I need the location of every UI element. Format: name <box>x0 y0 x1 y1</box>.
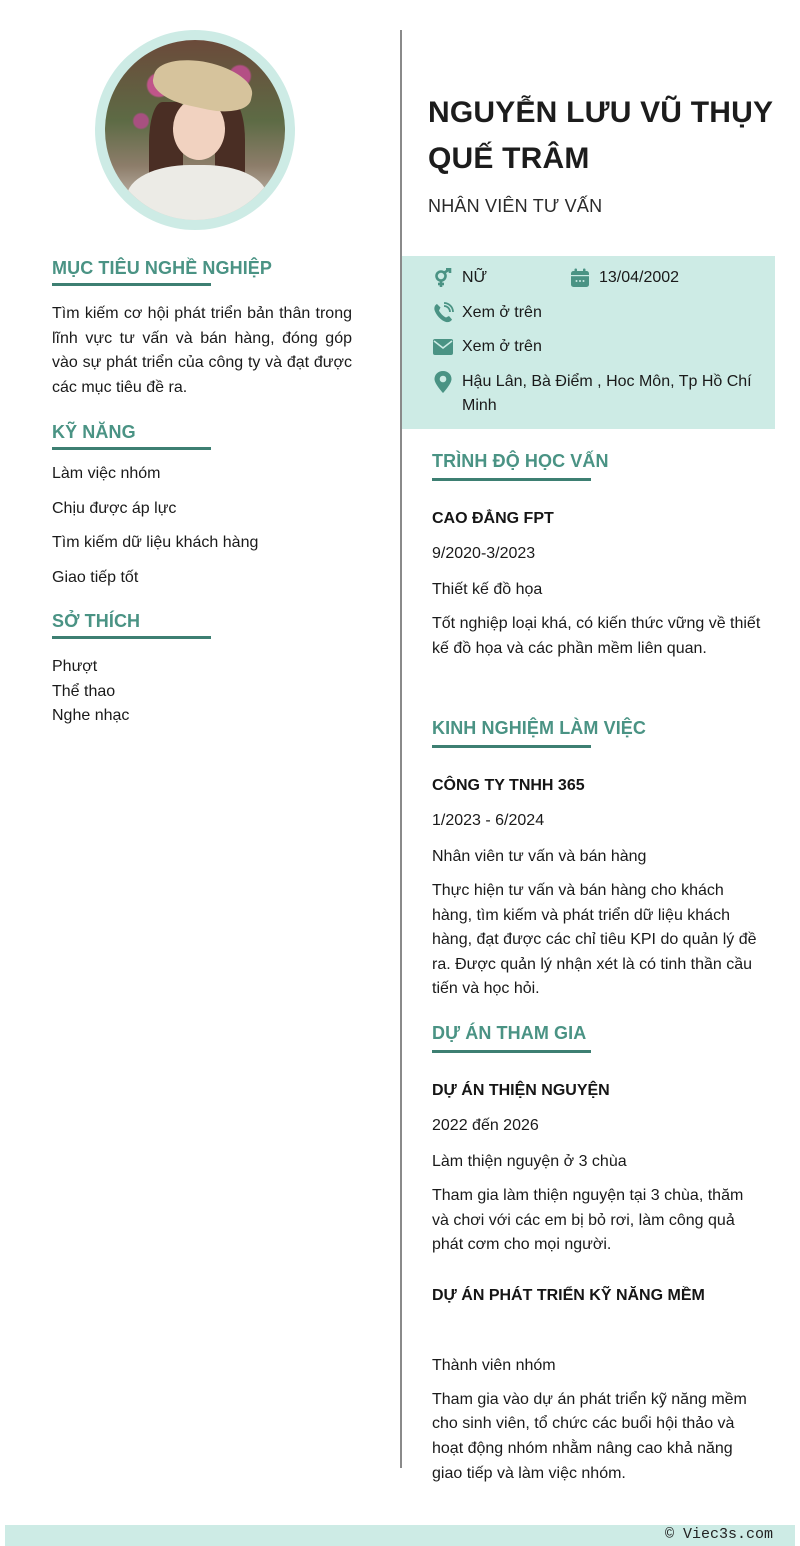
contact-phone <box>432 301 775 326</box>
gender-value: NỮ <box>462 269 488 286</box>
column-divider <box>400 30 402 1468</box>
education-entry <box>432 510 762 661</box>
experience-role: Nhân viên tư vấn và bán hàng <box>432 848 647 865</box>
section-title-experience: KINH NGHIỆM LÀM VIỆC <box>432 718 647 738</box>
project-name: DỰ ÁN PHÁT TRIỂN KỸ NĂNG MỀM <box>432 1286 705 1304</box>
contact-gender <box>432 266 569 291</box>
hobbies-section <box>52 611 352 729</box>
project-period <box>432 1321 762 1341</box>
section-underline <box>52 636 211 639</box>
contact-email <box>432 335 775 360</box>
project-entry <box>432 1287 762 1486</box>
hobby-item: Thể thao <box>52 682 116 700</box>
project-period: 2022 đến 2026 <box>432 1117 539 1134</box>
project-entry <box>432 1082 762 1258</box>
copyright-text: © Viec3s.com <box>664 1526 773 1543</box>
skills-section <box>52 422 352 602</box>
contact-birthday <box>569 266 679 291</box>
section-title-projects: DỰ ÁN THAM GIA <box>432 1023 587 1043</box>
education-major: Thiết kế đồ họa <box>432 581 543 598</box>
experience-description: Thực hiện tư vấn và bán hàng cho khách hàng, tìm kiếm và phát triển dữ liệu khách hàng, đạt được các chỉ tiêu KPI do quản lý đề ra. Được quản lý nhận xét là có tinh thần cầu tiến và học hỏi. <box>432 882 757 998</box>
footer-bar <box>5 1525 795 1546</box>
candidate-name: NGUYỄN LƯU VŨ THỤY QUẾ TRÂM <box>428 96 773 175</box>
company-name: CÔNG TY TNHH 365 <box>432 777 585 794</box>
email-value: Xem ở trên <box>462 338 542 355</box>
avatar <box>105 40 285 220</box>
candidate-position: NHÂN VIÊN TƯ VẤN <box>428 196 603 216</box>
envelope-icon <box>432 335 454 359</box>
section-title-education: TRÌNH ĐỘ HỌC VẤN <box>432 451 609 471</box>
project-name: DỰ ÁN THIỆN NGUYỆN <box>432 1082 610 1099</box>
projects-section <box>432 1023 762 1486</box>
hobby-item: Phượt <box>52 658 98 675</box>
education-period: 9/2020-3/2023 <box>432 545 536 562</box>
contact-panel <box>402 256 775 429</box>
avatar-frame <box>95 30 295 230</box>
contact-address <box>432 370 775 419</box>
calendar-icon <box>569 266 591 290</box>
phone-value: Xem ở trên <box>462 303 542 321</box>
experience-period: 1/2023 - 6/2024 <box>432 812 545 829</box>
skill-item: Chịu được áp lực <box>52 499 177 517</box>
section-underline <box>432 745 591 748</box>
hobby-item: Nghe nhạc <box>52 707 130 724</box>
phone-icon <box>432 301 454 325</box>
hobbies-list <box>52 655 352 729</box>
birthday-value: 13/04/2002 <box>599 269 680 286</box>
contact-row-gender-birthday <box>432 266 775 291</box>
section-title-skills: KỸ NĂNG <box>52 422 136 442</box>
project-description: Tham gia làm thiện nguyện tại 3 chùa, thăm và chơi với các em bị bỏ rơi, làm công quả phát cơm cho mọi người. <box>432 1187 744 1254</box>
section-underline <box>432 1050 591 1053</box>
school-name: CAO ĐẲNG FPT <box>432 510 554 527</box>
avatar-shirt <box>127 165 267 220</box>
gender-icon <box>432 266 454 290</box>
education-description: Tốt nghiệp loại khá, có kiến thức vững về thiết kế đồ họa và các phần mềm liên quan. <box>432 615 761 657</box>
education-section <box>432 451 762 661</box>
career-objective-section <box>52 258 352 400</box>
map-marker-icon <box>432 370 454 394</box>
objective-text: Tìm kiếm cơ hội phát triển bản thân trong lĩnh vực tư vấn và bán hàng, đóng góp vào sự phát triển của công ty và đạt được các mục tiêu đề ra. <box>52 305 352 396</box>
project-role: Thành viên nhóm <box>432 1356 556 1374</box>
section-title-hobbies: SỞ THÍCH <box>52 611 141 631</box>
address-value: Hậu Lân, Bà Điểm , Hoc Môn, Tp Hồ Chí Minh <box>462 372 752 414</box>
section-underline <box>52 447 211 450</box>
skill-item: Tìm kiếm dữ liệu khách hàng <box>52 534 259 551</box>
experience-section <box>432 718 762 1002</box>
skill-item: Giao tiếp tốt <box>52 568 139 586</box>
project-description: Tham gia vào dự án phát triển kỹ năng mềm cho sinh viên, tổ chức các buổi hội thảo và hoạt động nhóm nhằm nâng cao khả năng giao tiếp và làm việc nhóm. <box>432 1390 747 1482</box>
project-role: Làm thiện nguyện ở 3 chùa <box>432 1153 627 1170</box>
skills-list <box>52 464 352 588</box>
section-underline <box>52 283 211 286</box>
section-title-objective: MỤC TIÊU NGHỀ NGHIỆP <box>52 258 273 278</box>
experience-entry <box>432 777 762 1002</box>
profile-header <box>428 90 778 217</box>
skill-item: Làm việc nhóm <box>52 465 161 482</box>
section-underline <box>432 478 591 481</box>
